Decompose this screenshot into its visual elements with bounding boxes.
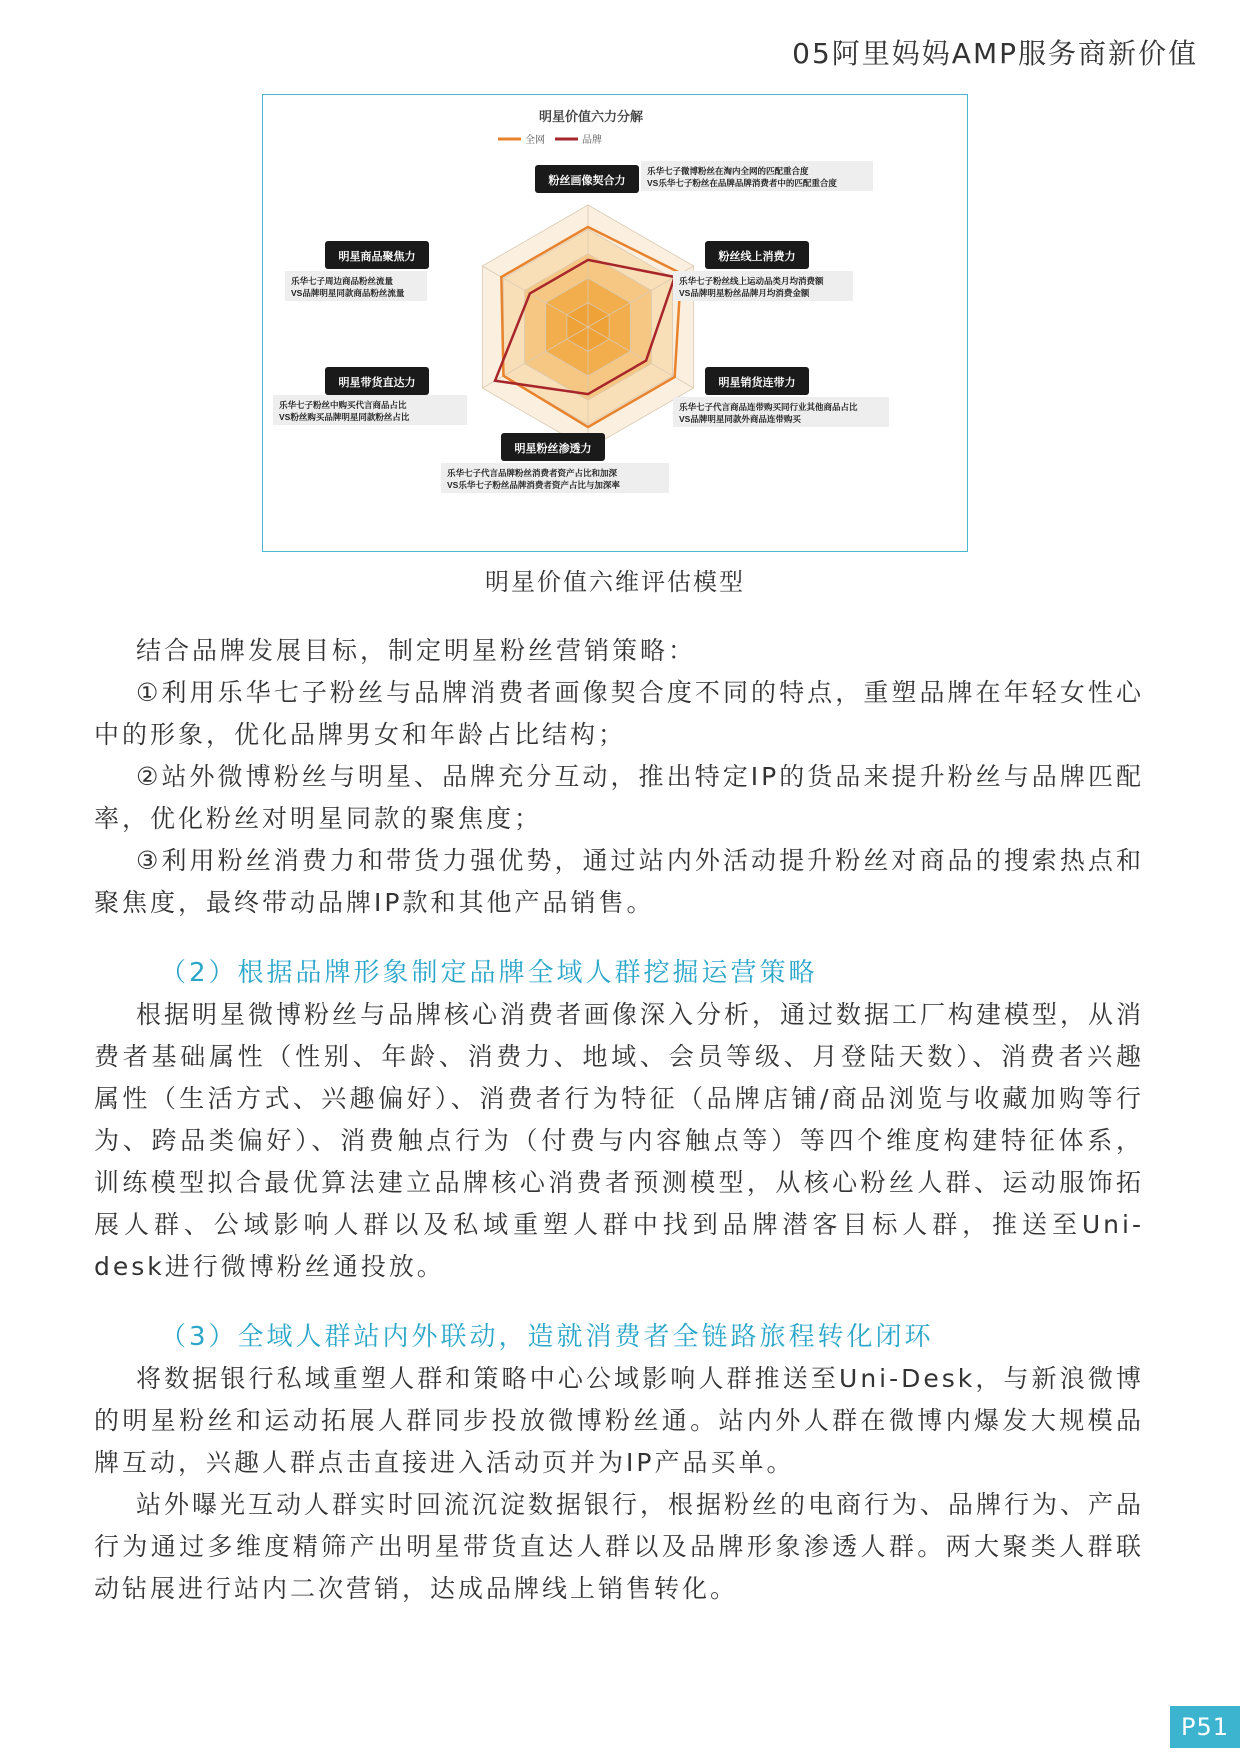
axis-label: 明星销货连带力 [718,377,796,389]
paragraph: 根据明星微博粉丝与品牌核心消费者画像深入分析，通过数据工厂构建模型，从消费者基础属性（性别、年龄、消费力、地域、会员等级、月登陆天数）、消费者兴趣属性（生活方式、兴趣偏好）、消费者行为特征（品牌店铺/商品浏览与收藏加购等行为、跨品类偏好）、消费触点行为（付费与内容触点等）等四个维度构建特征体系，训练模型拟合最优算法建立品牌核心消费者预测模型，从核心粉丝人群、运动服饰拓展人群、公域影响人群以及私域重塑人群中找到品牌潜客目标人群，推送至Uni-desk进行微博粉丝通投放。 [94,1000,1145,1281]
strategy-text-block [94,630,1144,924]
axis-label: 明星带货直达力 [338,377,416,389]
axis-desc-line: 乐华七子周边商品粉丝流量 [291,276,394,286]
page-number-badge: P51 [1170,1706,1240,1748]
axis-desc-line: VS粉丝购买品牌明星同款粉丝占比 [279,412,410,422]
axis-desc-line: VS乐华七子粉丝在品牌品牌消费者中的匹配重合度 [647,178,837,188]
axis-label: 粉丝画像契合力 [548,175,626,187]
chart-title: 明星价值六力分解 [538,109,644,124]
paragraph: 结合品牌发展目标，制定明星粉丝营销策略： [136,636,697,665]
section-heading: （3）全域人群站内外联动，造就消费者全链路旅程转化闭环 [160,1322,934,1352]
figure-caption: 明星价值六维评估模型 [485,568,745,596]
paragraph: 站外曝光互动人群实时回流沉淀数据银行，根据粉丝的电商行为、品牌行为、产品行为通过多维度精筛产出明星带货直达人群以及品牌形象渗透人群。两大聚类人群联动钻展进行站内二次营销，达成品牌线上销售转化。 [94,1490,1145,1603]
legend-label-brand: 品牌 [582,135,602,146]
page-header-title: 05阿里妈妈AMP服务商新价值 [792,37,1198,70]
paragraph: ②站外微博粉丝与明星、品牌充分互动，推出特定IP的货品来提升粉丝与品牌匹配率，优化粉丝对明星同款的聚焦度； [94,762,1144,833]
axis-label: 明星商品聚焦力 [338,251,416,263]
axis-label: 明星粉丝渗透力 [514,443,592,455]
axis-desc-line: 乐华七子代言品牌粉丝消费者资产占比和加深 [447,468,618,478]
axis-desc-line: 乐华七子微博粉丝在淘内全网的匹配重合度 [647,166,809,176]
axis-desc-line: VS品牌明星同款外商品连带购买 [679,414,801,424]
axis-desc-line: VS品牌明星粉丝品牌月均消费金额 [679,288,810,298]
paragraph: 将数据银行私域重塑人群和策略中心公域影响人群推送至Uni-Desk，与新浪微博的明星粉丝和运动拓展人群同步投放微博粉丝通。站内外人群在微博内爆发大规模品牌互动，兴趣人群点击直接进入活动页并为IP产品买单。 [94,1364,1144,1477]
axis-desc-line: 乐华七子粉丝线上运动品类月均消费额 [679,276,824,286]
legend-label-network: 全网 [525,135,545,146]
paragraph: ①利用乐华七子粉丝与品牌消费者画像契合度不同的特点，重塑品牌在年轻女性心中的形象，优化品牌男女和年龄占比结构； [94,678,1144,749]
section-3 [94,1316,1144,1610]
axis-desc-line: 乐华七子代言商品连带购买同行业其他商品占比 [679,402,858,412]
axis-desc-line: VS品牌明星同款商品粉丝流量 [291,288,405,298]
section-2 [94,952,1144,1288]
radar-figure [262,94,968,552]
axis-label: 粉丝线上消费力 [718,251,796,263]
radar-chart [263,95,969,553]
section-heading: （2）根据品牌形象制定品牌全域人群挖掘运营策略 [160,958,818,988]
axis-desc-line: VS乐华七子粉丝品牌消费者资产占比与加深率 [447,480,620,490]
axis-desc-line: 乐华七子粉丝中购买代言商品占比 [279,400,407,410]
paragraph: ③利用粉丝消费力和带货力强优势，通过站内外活动提升粉丝对商品的搜索热点和聚焦度，最终带动品牌IP款和其他产品销售。 [94,846,1144,917]
